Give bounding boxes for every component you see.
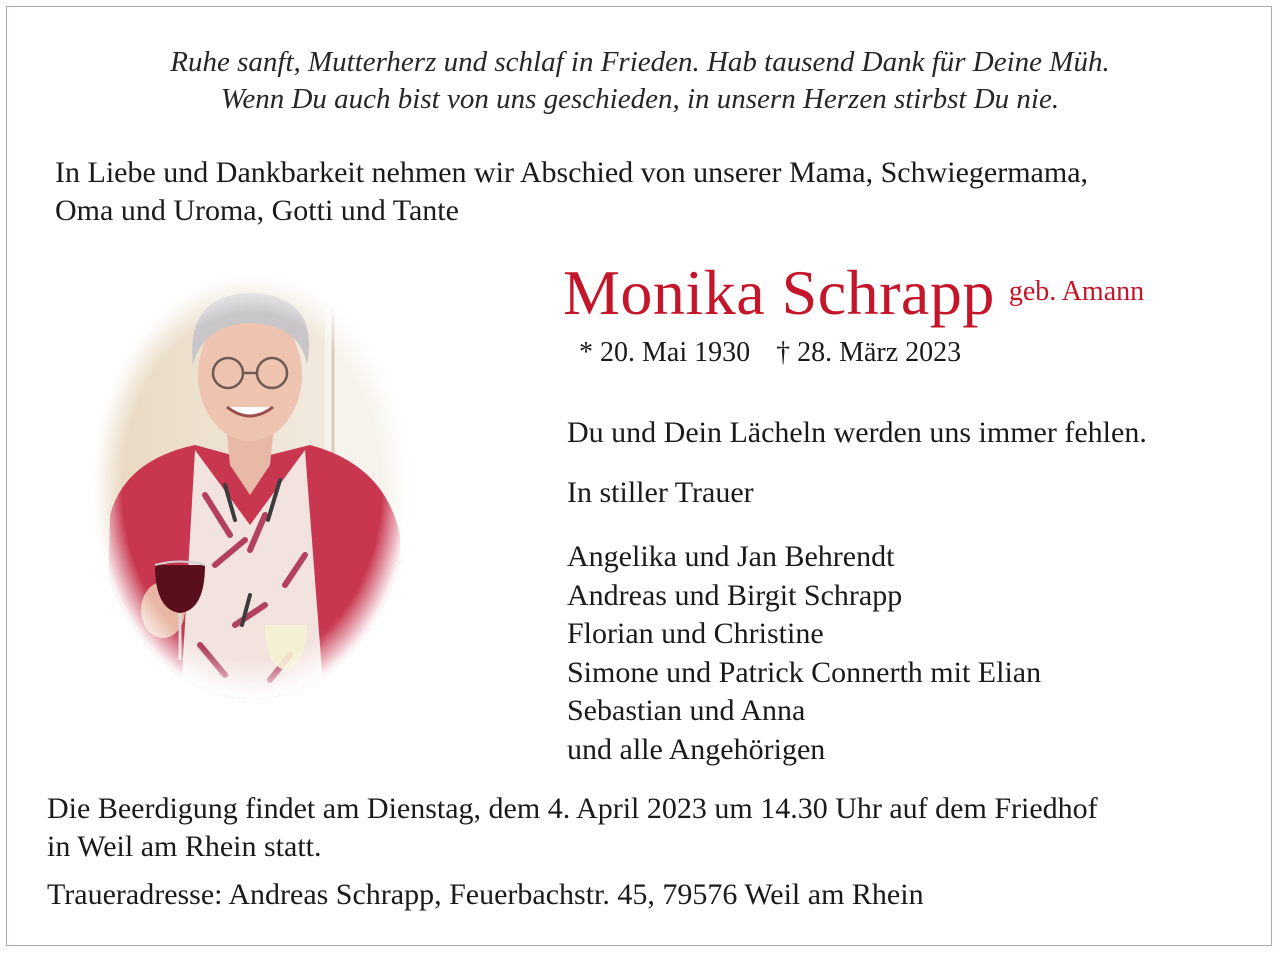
deceased-name: Monika Schrapp bbox=[563, 257, 995, 328]
verse-line-2: Wenn Du auch bist von uns geschieden, in unsern Herzen stirbst Du nie. bbox=[220, 83, 1060, 115]
portrait-illustration bbox=[85, 265, 420, 710]
farewell-quote: Du und Dein Lächeln werden uns immer fehlen. bbox=[567, 416, 1147, 449]
mourning-address: Traueradresse: Andreas Schrapp, Feuerbachstr. 45, 79576 Weil am Rhein bbox=[47, 878, 924, 911]
deceased-name-line bbox=[563, 258, 1144, 328]
death-date: † 28. März 2023 bbox=[776, 337, 962, 368]
mourner-item: Andreas und Birgit Schrapp bbox=[567, 578, 903, 612]
memorial-verse bbox=[0, 44, 1280, 118]
mourning-label: In stiller Trauer bbox=[567, 476, 754, 509]
verse-line-1: Ruhe sanft, Mutterherz und schlaf in Frieden. Hab tausend Dank für Deine Müh. bbox=[170, 46, 1110, 78]
mourner-item: Florian und Christine bbox=[567, 617, 824, 651]
funeral-line-1: Die Beerdigung findet am Dienstag, dem 4. April 2023 um 14.30 Uhr auf dem Friedhof bbox=[47, 792, 1098, 825]
portrait-photo bbox=[85, 265, 420, 710]
funeral-line-2: in Weil am Rhein statt. bbox=[47, 830, 322, 863]
funeral-info bbox=[47, 790, 1257, 866]
mourner-item: Angelika und Jan Behrendt bbox=[567, 540, 895, 573]
intro-line-2: Oma und Uroma, Gotti und Tante bbox=[55, 194, 459, 227]
maiden-name: geb. Amann bbox=[1008, 276, 1145, 307]
mourner-item: und alle Angehörigen bbox=[567, 732, 826, 766]
mourner-item: Simone und Patrick Connerth mit Elian bbox=[567, 655, 1042, 689]
intro-text bbox=[55, 154, 1245, 230]
life-dates bbox=[579, 336, 961, 370]
birth-date: * 20. Mai 1930 bbox=[579, 337, 751, 368]
intro-line-1: In Liebe und Dankbarkeit nehmen wir Abschied von unserer Mama, Schwiegermama, bbox=[55, 156, 1089, 189]
mourner-item: Sebastian und Anna bbox=[567, 694, 806, 728]
mourners-list bbox=[567, 538, 1041, 770]
